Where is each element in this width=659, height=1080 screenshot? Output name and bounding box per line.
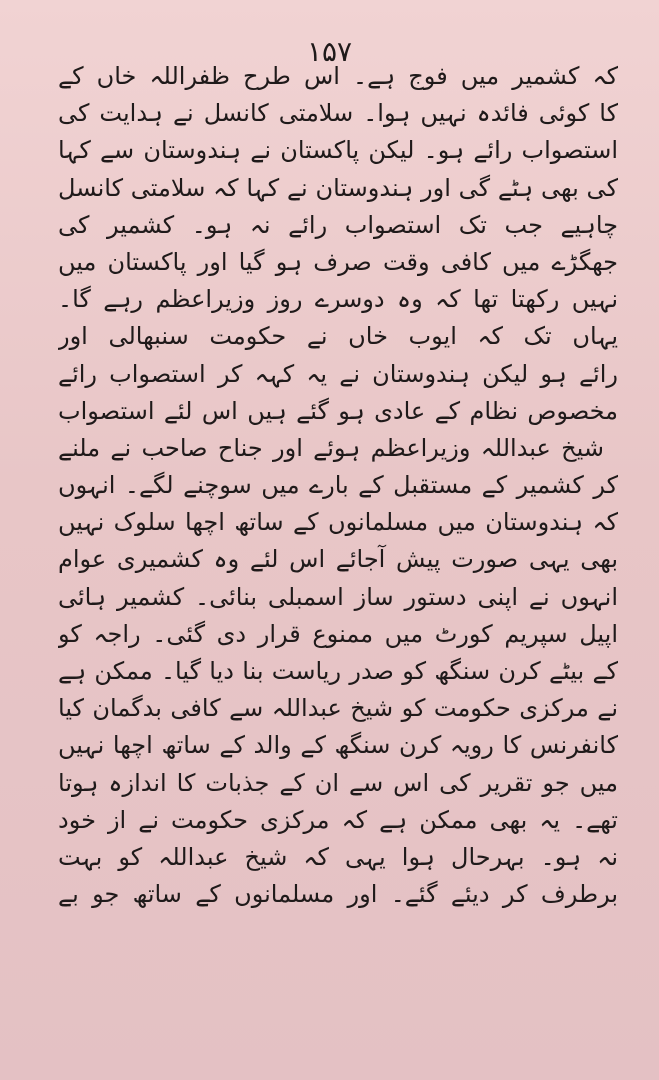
text-line: مخصوص نظام کے عادی ہو گئے ہیں اس لئے استصواب xyxy=(58,396,618,425)
urdu-paragraph-block xyxy=(58,58,618,913)
text-line: کا کوئی فائدہ نہیں ہوا۔ سلامتی کانسل نے ہدایت کی xyxy=(58,99,618,128)
text-line: کانفرنس کا رویہ کرن سنگھ کے والد کے ساتھ اچھا نہیں xyxy=(58,731,618,760)
text-line: نے مرکزی حکومت کو شیخ عبداللہ سے کافی بدگمان کیا xyxy=(58,694,618,723)
text-line: نہیں رکھتا تھا کہ وہ دوسرے روز وزیراعظم رہے گا۔ xyxy=(58,285,618,314)
text-line: تھے۔ یہ بھی ممکن ہے کہ مرکزی حکومت نے از خود xyxy=(58,805,618,834)
text-line: شیخ عبداللہ وزیراعظم ہوئے اور جناح صاحب نے ملنے xyxy=(58,433,604,462)
text-line: انہوں نے اپنی دستور ساز اسمبلی بنائی۔ کشمیر ہائی xyxy=(58,582,618,611)
text-line: رائے ہو لیکن ہندوستان نے یہ کہہ کر استصواب رائے xyxy=(58,359,618,388)
page-number: ۱۵۷ xyxy=(306,35,353,68)
text-line: بھی یہی صورت پیش آجائے اس لئے وہ کشمیری عوام xyxy=(58,545,618,574)
text-line: یہاں تک کہ ایوب خاں نے حکومت سنبھالی اور xyxy=(58,322,618,351)
text-line: کہ کشمیر میں فوج ہے۔ اس طرح ظفراللہ خاں کے xyxy=(58,62,618,90)
text-line: نہ ہو۔ بہرحال ہوا یہی کہ شیخ عبداللہ کو بہت xyxy=(58,842,618,871)
text-line: استصواب رائے ہو۔ لیکن پاکستان نے ہندوستان سے کہا xyxy=(58,136,618,165)
text-line: کہ ہندوستان میں مسلمانوں کے ساتھ اچھا سلوک نہیں xyxy=(58,508,618,537)
text-line: کر کشمیر کے مستقبل کے بارے میں سوچنے لگے۔ انہوں xyxy=(58,471,618,500)
text-line: میں جو تقریر کی اس سے ان کے جذبات کا اندازہ ہوتا xyxy=(58,768,618,797)
text-line: چاہیے جب تک استصواب رائے نہ ہو۔ کشمیر کی xyxy=(58,210,618,239)
text-line: جھگڑے میں کافی وقت صرف ہو گیا اور پاکستان میں xyxy=(58,247,618,276)
text-line: اپیل سپریم کورٹ میں ممنوع قرار دی گئی۔ راجہ کو xyxy=(58,619,618,648)
text-line: کے بیٹے کرن سنگھ کو صدر ریاست بنا دیا گیا۔ ممکن ہے xyxy=(58,657,618,685)
text-line: برطرف کر دیئے گئے۔ اور مسلمانوں کے ساتھ جو بے xyxy=(58,880,618,909)
text-line: کی بھی ہٹے گی اور ہندوستان نے کہا کہ سلامتی کانسل xyxy=(58,173,618,202)
